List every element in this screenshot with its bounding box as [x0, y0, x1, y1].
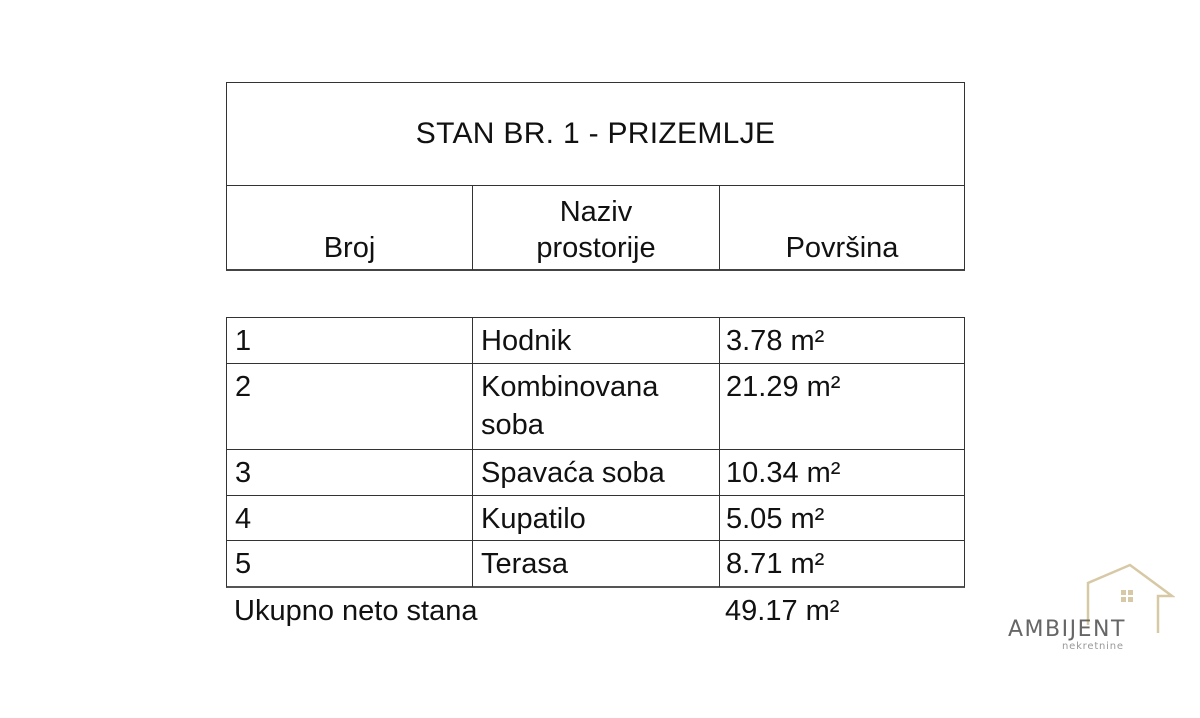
- total-label: Ukupno neto stana: [234, 595, 478, 627]
- logo-subtitle: nekretnine: [1062, 641, 1124, 652]
- column-header-room-name-line2: prostorije: [536, 232, 656, 264]
- row-area: 10.34 m²: [726, 457, 841, 489]
- column-header-room-name-line1: Naziv: [559, 196, 633, 228]
- rooms-table: [226, 317, 965, 588]
- table-row: [227, 496, 964, 541]
- column-header-number: [227, 186, 473, 270]
- column-header-area-label: Površina: [785, 232, 899, 264]
- header-table: [226, 82, 965, 271]
- row-room: Terasa: [473, 541, 720, 587]
- row-room-line1: Kombinovana: [481, 371, 659, 403]
- column-header-number-label: Broj: [323, 232, 376, 264]
- table-row: [227, 541, 964, 587]
- table-row: [227, 450, 964, 496]
- column-header-room-name: [473, 186, 720, 270]
- table-row: [227, 318, 964, 364]
- row-number: 1: [227, 318, 473, 363]
- row-room: Spavaća soba: [473, 450, 720, 495]
- row-number: 3: [227, 450, 473, 495]
- column-header-area: [720, 186, 964, 270]
- row-room: [473, 364, 720, 449]
- row-area: 21.29 m²: [726, 371, 841, 403]
- row-room: Kupatilo: [473, 496, 720, 540]
- table-row: [227, 364, 964, 450]
- logo-name: AMBIJENT: [1008, 617, 1126, 642]
- row-number: 5: [227, 541, 473, 587]
- table-title: STAN BR. 1 - PRIZEMLJE: [227, 83, 964, 186]
- total-value: 49.17 m²: [725, 595, 840, 627]
- row-room-line2: soba: [481, 409, 544, 441]
- row-area: 8.71 m²: [726, 548, 825, 580]
- row-number: 4: [227, 496, 473, 540]
- row-area: 5.05 m²: [726, 503, 825, 535]
- row-room: Hodnik: [473, 318, 720, 363]
- row-area: 3.78 m²: [726, 325, 825, 357]
- row-number: 2: [227, 364, 473, 449]
